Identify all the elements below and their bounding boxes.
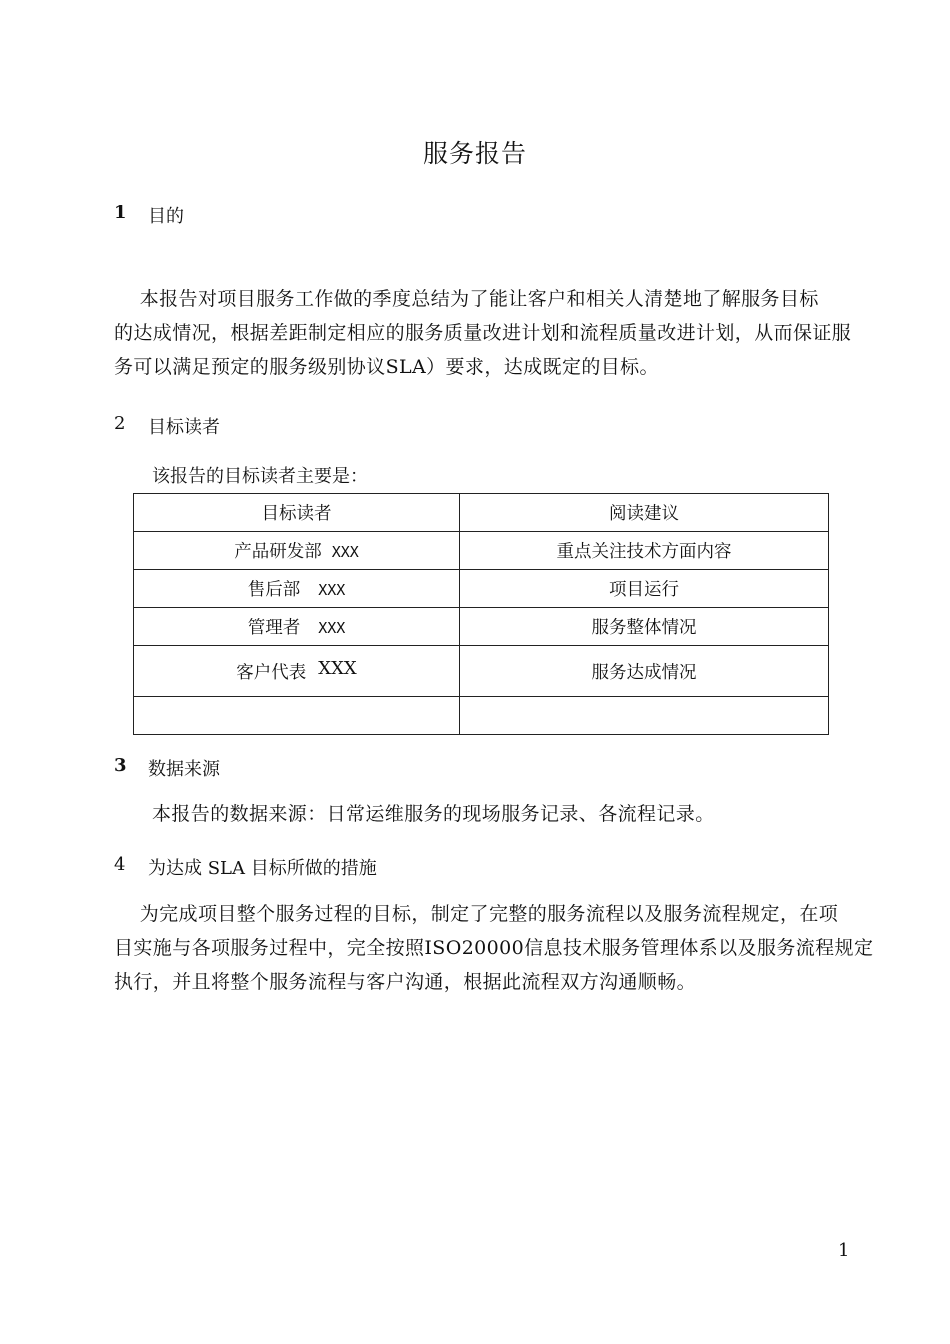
section-2-heading: 目标读者 xyxy=(148,417,220,438)
table-header-cell: 目标读者 xyxy=(134,494,460,532)
reader-name: 产品研发部 xyxy=(234,542,322,562)
table-cell-reader xyxy=(134,646,460,697)
reader-code: XXX xyxy=(318,581,346,599)
table-header-cell: 阅读建议 xyxy=(460,494,829,532)
table-cell-advice: 服务达成情况 xyxy=(460,646,829,697)
section-4-number: 4 xyxy=(114,854,126,875)
reader-code: XXX xyxy=(318,657,357,679)
page-number: 1 xyxy=(838,1240,850,1261)
table-cell-reader xyxy=(134,697,460,735)
readers-table xyxy=(133,493,829,735)
section-3-text: 本报告的数据来源：日常运维服务的现场服务记录、各流程记录。 xyxy=(152,803,715,825)
document-title: 服务报告 xyxy=(422,139,527,168)
section-3-heading: 数据来源 xyxy=(148,759,220,780)
section-4-line: 执行，并且将整个服务流程与客户沟通，根据此流程双方沟通顺畅。 xyxy=(114,971,697,993)
section-3-number: 3 xyxy=(114,755,127,776)
table-cell-reader xyxy=(134,532,460,570)
section-1-line: 本报告对项目服务工作做的季度总结为了能让客户和相关人清楚地了解服务目标 xyxy=(114,288,819,310)
reader-name: 客户代表 xyxy=(236,662,307,683)
reader-name: 售后部 xyxy=(247,580,301,600)
reader-code: XXX xyxy=(318,619,346,637)
table-cell-reader xyxy=(134,608,460,646)
section-1-number: 1 xyxy=(114,202,127,223)
table-row xyxy=(134,608,829,646)
section-1-line: 务可以满足预定的服务级别协议SLA）要求，达成既定的目标。 xyxy=(114,356,659,378)
table-row xyxy=(134,532,829,570)
section-2-number: 2 xyxy=(114,413,126,434)
section-4-line: 目实施与各项服务过程中，完全按照ISO20000信息技术服务管理体系以及服务流程规定 xyxy=(114,937,874,959)
table-cell-advice: 项目运行 xyxy=(460,570,829,608)
table-row xyxy=(134,646,829,697)
table-cell-advice: 服务整体情况 xyxy=(460,608,829,646)
section-1-heading: 目的 xyxy=(148,206,184,227)
reader-code: XXX xyxy=(331,543,359,561)
section-1-paragraph xyxy=(114,282,851,384)
table-row xyxy=(134,570,829,608)
table-cell-advice: 重点关注技术方面内容 xyxy=(460,532,829,570)
section-4-heading: 为达成 SLA 目标所做的措施 xyxy=(148,858,377,879)
section-2-intro: 该报告的目标读者主要是： xyxy=(152,466,368,487)
table-cell-advice xyxy=(460,697,829,735)
section-4-line: 为完成项目整个服务过程的目标，制定了完整的服务流程以及服务流程规定，在项 xyxy=(114,903,839,925)
reader-name: 管理者 xyxy=(247,618,301,638)
table-cell-reader xyxy=(134,570,460,608)
table-row xyxy=(134,697,829,735)
section-4-paragraph xyxy=(114,897,873,999)
section-1-line: 的达成情况，根据差距制定相应的服务质量改进计划和流程质量改进计划，从而保证服 xyxy=(114,322,852,344)
table-header-row xyxy=(134,494,829,532)
